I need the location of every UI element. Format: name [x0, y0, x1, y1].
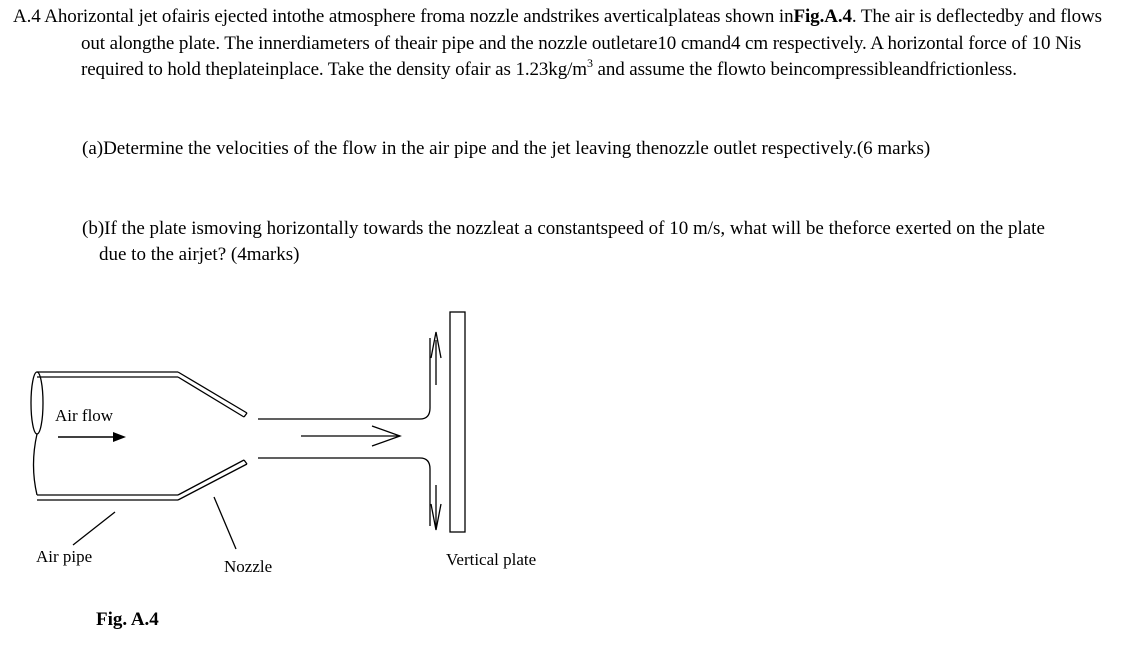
figure-caption: Fig. A.4 [96, 609, 159, 630]
nozzle-bottom-inner [178, 460, 244, 495]
vertical-plate [450, 312, 465, 532]
air-flow-arrow-head [113, 432, 126, 442]
nozzle-bottom-outer [178, 464, 247, 500]
jet-upper-streamline [258, 338, 430, 419]
air-pipe-label: Air pipe [36, 547, 93, 566]
figure-a4 [0, 300, 600, 640]
nozzle-top-tip [244, 413, 247, 417]
nozzle-label: Nozzle [224, 557, 273, 576]
vertical-plate-label: Vertical plate [446, 550, 537, 569]
question-number: A.4 [13, 6, 41, 27]
air-pipe-inlet-ellipse [31, 372, 43, 434]
air-pipe-lower-end [34, 434, 38, 495]
air-flow-label: Air flow [55, 406, 114, 425]
part-a: (a)Determine the velocities of the flow in the air pipe and the jet leaving thenozzle outlet respectively.(6 marks) [82, 138, 931, 159]
question-text-end: and assume the flowto beincompressibleandfrictionless. [592, 59, 1017, 80]
question-text-intro: Ahorizontal jet ofairis ejected intothe atmosphere froma nozzle andstrikes averticalplateas shown in [44, 6, 794, 27]
nozzle-leader [214, 497, 236, 549]
unit-superscript: 3 [586, 55, 593, 70]
figure-reference: Fig.A.4 [793, 6, 852, 27]
part-b: (b)If the plate ismoving horizontally towards the nozzleat a constantspeed of 10 m/s, what will be theforce exerted on the plate due to the airjet? (4marks) [82, 218, 1045, 265]
nozzle-top-outer [178, 372, 247, 413]
jet-diagram [0, 300, 600, 640]
nozzle-top-inner [178, 377, 244, 417]
nozzle-bottom-tip [244, 460, 247, 464]
air-pipe-leader [73, 512, 115, 545]
question-text-body: . The air is deflectedby and flows out alongthe plate. The innerdiameters of theair pipe and the nozzle outletare10 cmand4 cm respectively. A horizontal force of 10 Nis required to hold theplateinplace. Take the density ofair as 1.23kg/m [81, 6, 1102, 80]
question-a4-statement [13, 4, 1118, 84]
jet-lower-streamline [258, 458, 430, 526]
